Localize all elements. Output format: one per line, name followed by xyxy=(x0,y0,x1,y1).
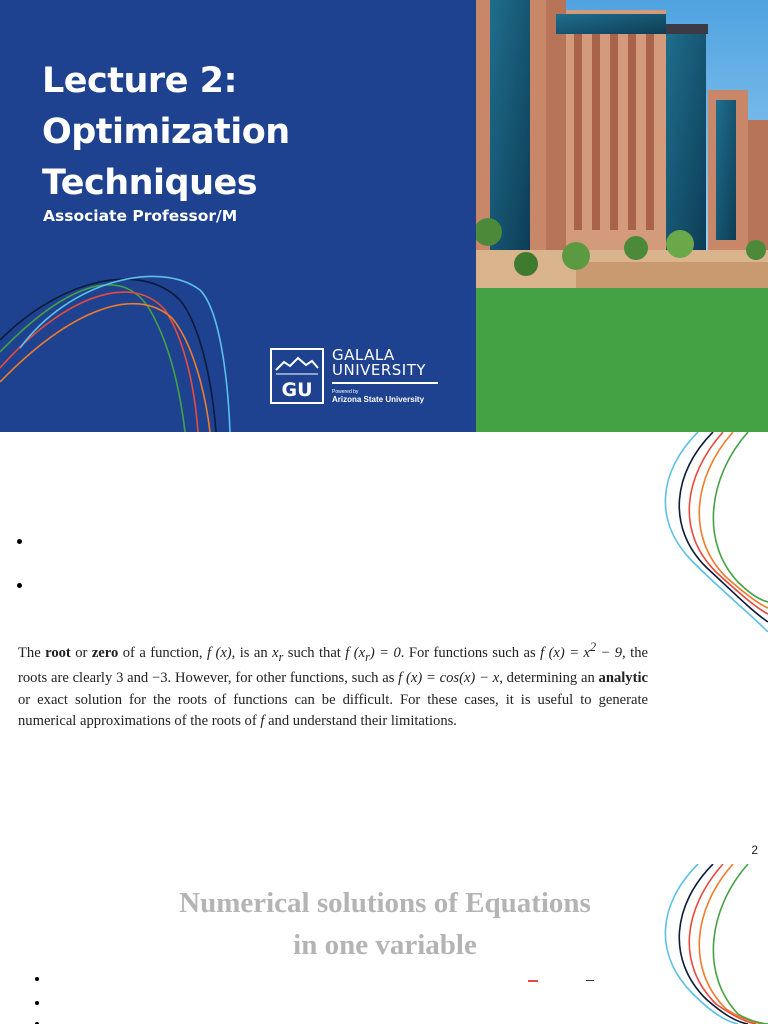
term-analytic: analytic xyxy=(598,670,649,687)
logo-monogram: GU xyxy=(281,379,313,401)
campus-building-photo xyxy=(476,0,768,288)
logo-name-line1: GALALA xyxy=(332,346,395,364)
math-fxr: f $(x_r) = 0$ xyxy=(345,644,401,664)
mountain-icon xyxy=(272,350,322,402)
bullet-point xyxy=(35,1001,39,1005)
term-zero: zero xyxy=(91,644,119,661)
logo-name-line2: UNIVERSITY xyxy=(332,361,427,379)
math-f: f xyxy=(260,713,265,730)
term-root: root xyxy=(45,644,71,661)
logo-partner: Arizona State University xyxy=(332,394,425,404)
math-eq2: f (x) = cos(x) − x xyxy=(398,670,500,687)
content-slide-root-definition xyxy=(0,432,768,864)
lecturer-subtitle: Associate Professor/M xyxy=(43,207,238,225)
math-fx: f (x) xyxy=(206,644,232,661)
decorative-curves xyxy=(638,432,768,632)
logo-monogram-box xyxy=(270,348,324,404)
section-slide-numerical-solutions xyxy=(0,864,768,1024)
decorative-curves xyxy=(0,270,240,432)
lecture-title: Lecture 2: Optimization Techniques xyxy=(42,61,290,203)
root-definition-paragraph: The root or zero of a function, f (x), is an $x_r$ such that f $(x_r) = 0$. For functions such as f $(x) = x^2 - 9$, the roots are clearly 3 and −3. However, for other functions, such as f (x) = cos(x) − x, determining an analytic or exact solution for the roots of functions can be difficult. For these cases, it is useful to generate numerical approximations of the roots of f and understand their limitations. xyxy=(18,640,649,730)
green-accent-block xyxy=(476,288,768,432)
dark-dash-mark xyxy=(586,980,594,981)
red-dash-mark xyxy=(528,980,538,982)
page-number: 2 xyxy=(751,843,758,857)
bullet-point xyxy=(17,583,22,588)
title-slide xyxy=(0,0,768,432)
bullet-point xyxy=(17,539,22,544)
section-title: Numerical solutions of Equations in one variable xyxy=(179,887,591,961)
logo-wordmark xyxy=(332,348,438,405)
university-logo xyxy=(270,348,438,405)
logo-powered-by: Powered by xyxy=(332,388,359,395)
bullet-point xyxy=(35,977,39,981)
math-eq1: f $(x) = x^2 - 9$, xyxy=(540,640,626,661)
math-xr: $x_r$ xyxy=(272,644,284,664)
logo-divider xyxy=(332,382,438,384)
